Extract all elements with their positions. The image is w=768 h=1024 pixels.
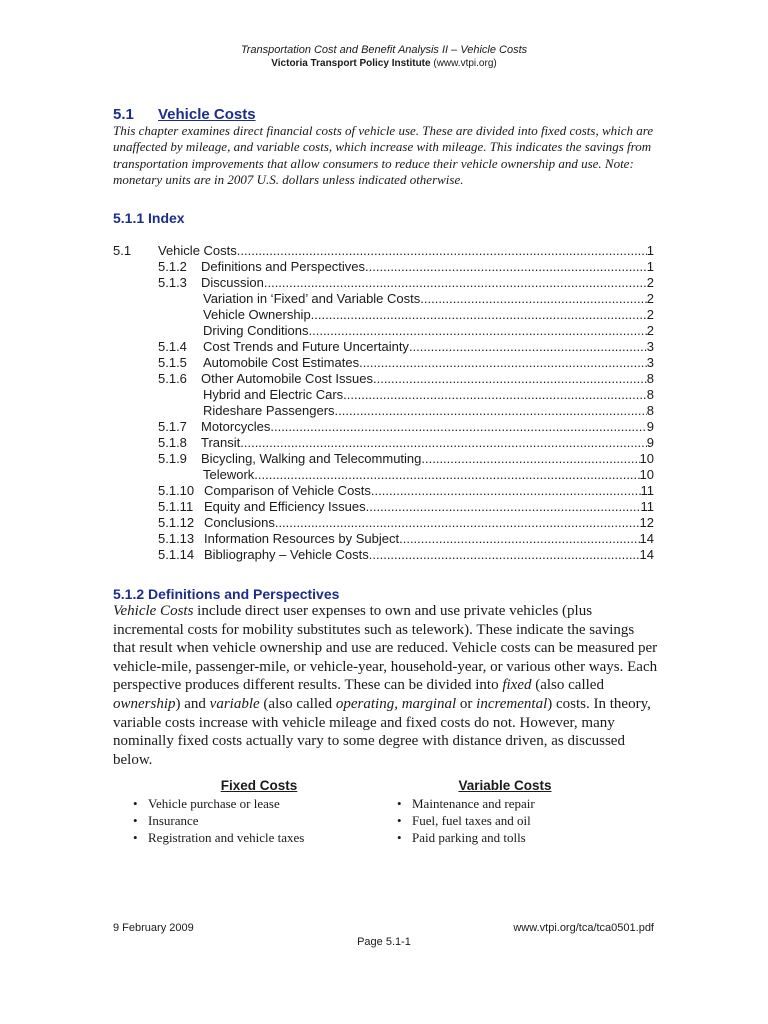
fixed-costs-heading: Fixed Costs — [220, 778, 298, 793]
toc-entry[interactable] — [158, 371, 654, 387]
toc-num: 5.1.9 — [158, 451, 187, 466]
toc-entry[interactable] — [158, 547, 654, 563]
toc-title: Driving Conditions — [203, 323, 309, 338]
toc-entry[interactable] — [203, 323, 654, 339]
toc-page: 2 — [646, 291, 654, 306]
toc-entry[interactable] — [203, 403, 654, 419]
toc-page: 10 — [639, 467, 654, 482]
toc-entry[interactable] — [158, 339, 654, 355]
toc-entry[interactable] — [158, 355, 654, 371]
toc-page: 14 — [639, 531, 654, 546]
toc-num: 5.1.6 — [158, 371, 187, 386]
toc-page: 3 — [646, 355, 654, 370]
toc-page: 1 — [646, 243, 654, 258]
toc-entry[interactable] — [158, 499, 654, 515]
toc-entry[interactable] — [158, 259, 654, 275]
toc-title: Variation in ‘Fixed’ and Variable Costs — [203, 291, 421, 306]
toc-title: Telework — [203, 467, 255, 482]
org-url: (www.vtpi.org) — [433, 58, 497, 69]
footer-url[interactable]: www.vtpi.org/tca/tca0501.pdf — [513, 922, 654, 934]
toc-page: 1 — [646, 259, 654, 274]
toc-page: 8 — [646, 403, 654, 418]
toc-title: Bicycling, Walking and Telecommuting — [201, 451, 422, 466]
toc-page: 11 — [640, 483, 654, 498]
toc-title: Automobile Cost Estimates — [203, 355, 360, 370]
toc-entry[interactable] — [158, 515, 654, 531]
toc-entry[interactable] — [203, 307, 654, 323]
toc-num: 5.1 — [113, 243, 132, 258]
toc-page: 9 — [646, 435, 654, 450]
index-heading: 5.1.1 Index — [113, 210, 185, 226]
variable-costs-heading: Variable Costs — [458, 778, 552, 793]
toc-page: 3 — [646, 339, 654, 354]
toc-page: 8 — [646, 387, 654, 402]
running-header-org — [0, 58, 768, 69]
variable-costs-list — [395, 795, 645, 846]
list-item: • Vehicle purchase or lease — [131, 795, 381, 812]
list-item: • Registration and vehicle taxes — [131, 829, 381, 846]
toc-page: 14 — [639, 547, 654, 562]
toc-page: 2 — [646, 323, 654, 338]
toc-title: Motorcycles — [201, 419, 271, 434]
footer-date: 9 February 2009 — [113, 922, 194, 934]
toc-title: Other Automobile Cost Issues — [201, 371, 373, 386]
running-header-title: Transportation Cost and Benefit Analysis II – Vehicle Costs — [240, 44, 528, 56]
toc-page: 10 — [639, 451, 654, 466]
toc-entry[interactable] — [158, 419, 654, 435]
section-intro: This chapter examines direct financial costs of vehicle use. These are divided into fixed costs, which are unaffected by mileage, and variable costs, which increase with mileage. This indicates the savings from transportation improvements that allow consumers to reduce their vehicle ownership and use. Note: monetary units are in 2007 U.S. dollars unless indicated otherwise. — [113, 123, 654, 187]
toc-page: 8 — [646, 371, 654, 386]
toc-entry[interactable] — [203, 467, 654, 483]
toc-num: 5.1.8 — [158, 435, 187, 450]
toc-title: Discussion — [201, 275, 264, 290]
list-item: • Fuel, fuel taxes and oil — [395, 812, 645, 829]
toc-num: 5.1.5 — [158, 355, 187, 370]
toc-num: 5.1.11 — [158, 499, 194, 514]
toc-title: Hybrid and Electric Cars — [203, 387, 344, 402]
fixed-costs-list — [131, 795, 381, 846]
toc-entry[interactable] — [113, 243, 654, 259]
list-item: • Paid parking and tolls — [395, 829, 645, 846]
toc-num: 5.1.2 — [158, 259, 187, 274]
section-title-text: Vehicle Costs — [158, 106, 256, 123]
toc-num: 5.1.7 — [158, 419, 187, 434]
toc-title: Definitions and Perspectives — [201, 259, 366, 274]
toc-title: Conclusions — [204, 515, 275, 530]
toc-entry[interactable] — [158, 451, 654, 467]
toc-entry[interactable] — [203, 387, 654, 403]
toc-num: 5.1.3 — [158, 275, 187, 290]
toc-title: Rideshare Passengers — [203, 403, 335, 418]
toc-entry[interactable] — [203, 291, 654, 307]
page-number: Page 5.1-1 — [357, 936, 411, 948]
list-item: • Insurance — [131, 812, 381, 829]
toc-title: Cost Trends and Future Uncertainty — [203, 339, 409, 354]
toc-title: Equity and Efficiency Issues — [204, 499, 366, 514]
toc-page: 2 — [646, 275, 654, 290]
toc-title: Bibliography – Vehicle Costs — [204, 547, 369, 562]
toc-title: Vehicle Ownership — [203, 307, 311, 322]
toc-title: Transit — [201, 435, 241, 450]
toc-page: 12 — [639, 515, 654, 530]
toc-title: Vehicle Costs — [158, 243, 237, 258]
toc-page: 11 — [640, 499, 654, 514]
toc-num: 5.1.4 — [158, 339, 187, 354]
toc-num: 5.1.12 — [158, 515, 195, 530]
definitions-heading: 5.1.2 Definitions and Perspectives — [113, 586, 340, 602]
toc-num: 5.1.10 — [158, 483, 195, 498]
definitions-paragraph: Vehicle Costs include direct user expenses to own and use private vehicles (plus incremental costs for mobility substitutes such as telework). These indicate the savings that result when vehicle ownership and use are reduced. Vehicle costs can be measured per vehicle-mile, passenger-mile, or vehicle-year, household-year, or various other ways. Each perspective produces different results. These can be divided into fixed (also called ownership) and variable (also called operating, marginal or incremental) costs. In theory, variable costs increase with vehicle mileage and fixed costs do not. However, many nominally fixed costs actually vary to some degree with distance driven, as discussed below. — [113, 603, 658, 768]
toc-page: 9 — [646, 419, 654, 434]
toc-entry[interactable] — [158, 275, 654, 291]
toc-title: Information Resources by Subject — [204, 531, 400, 546]
org-name: Victoria Transport Policy Institute — [271, 58, 431, 69]
list-item: • Maintenance and repair — [395, 795, 645, 812]
toc-num: 5.1.14 — [158, 547, 195, 562]
toc-num: 5.1.13 — [158, 531, 195, 546]
toc-page: 2 — [646, 307, 654, 322]
toc-title: Comparison of Vehicle Costs — [204, 483, 371, 498]
toc-entry[interactable] — [158, 531, 654, 547]
section-title — [113, 106, 256, 123]
toc-entry[interactable] — [158, 435, 654, 451]
toc-entry[interactable] — [158, 483, 654, 499]
section-number: 5.1 — [113, 106, 134, 123]
